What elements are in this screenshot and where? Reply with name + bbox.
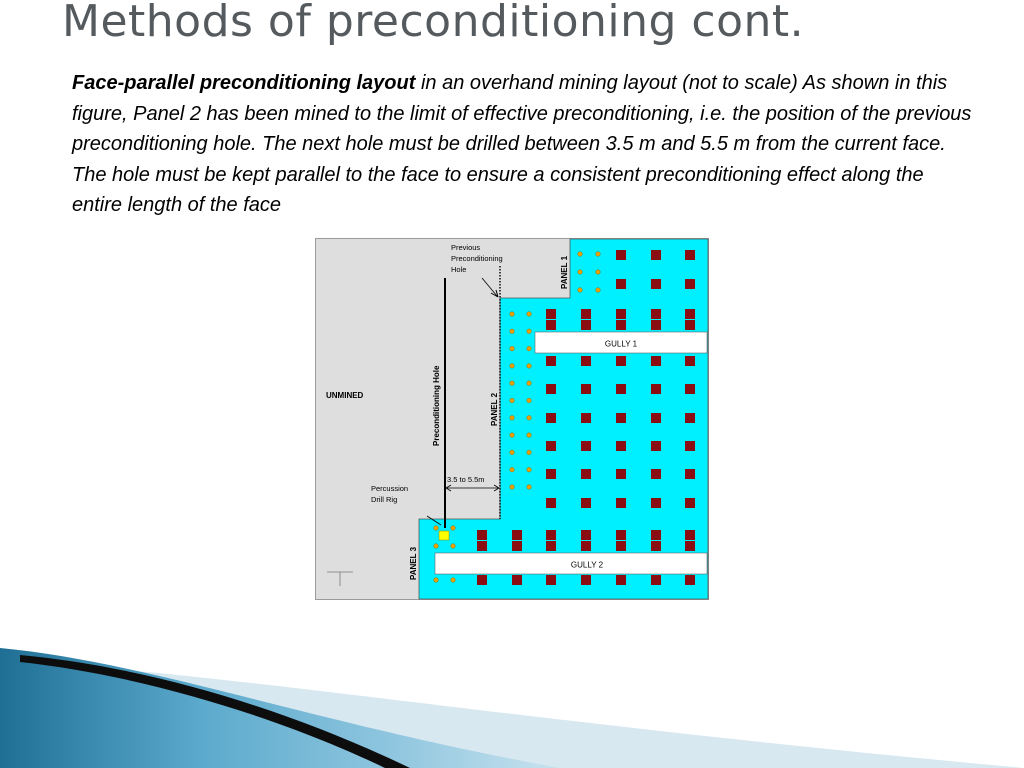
pillar <box>581 469 591 479</box>
pillar <box>616 279 626 289</box>
preconditioning-hole-marker <box>510 364 515 369</box>
preconditioning-hole-marker <box>434 526 439 531</box>
pillar <box>512 530 522 540</box>
previous-hole-label-line-2: Preconditioning <box>451 254 503 263</box>
preconditioning-hole-marker <box>578 270 583 275</box>
pillar <box>546 356 556 366</box>
decorative-swoosh <box>0 640 1024 768</box>
preconditioning-hole-marker <box>510 433 515 438</box>
preconditioning-hole-marker <box>510 416 515 421</box>
body-lead: Face-parallel preconditioning layout <box>72 72 416 94</box>
pillar <box>651 250 661 260</box>
pillar <box>616 575 626 585</box>
pillar <box>685 320 695 330</box>
preconditioning-hole-marker <box>510 381 515 386</box>
preconditioning-hole-marker <box>578 288 583 293</box>
preconditioning-hole-marker <box>510 485 515 490</box>
pillar <box>581 320 591 330</box>
preconditioning-hole-marker <box>527 433 532 438</box>
panel-3-label: PANEL 3 <box>409 546 418 580</box>
pillar <box>477 575 487 585</box>
pillar <box>546 441 556 451</box>
pillar <box>546 320 556 330</box>
pillar <box>616 498 626 508</box>
unmined-label: UNMINED <box>326 391 364 400</box>
pillar <box>685 541 695 551</box>
pillar <box>616 250 626 260</box>
pillar <box>616 441 626 451</box>
pillar <box>581 384 591 394</box>
pillar <box>651 413 661 423</box>
gully-1-label: GULLY 1 <box>604 339 638 349</box>
pillar <box>685 356 695 366</box>
pillar <box>616 384 626 394</box>
pillar <box>616 413 626 423</box>
pillar <box>651 441 661 451</box>
pillar <box>616 320 626 330</box>
pillar <box>651 530 661 540</box>
preconditioning-hole-marker <box>527 450 532 455</box>
pillar <box>616 530 626 540</box>
pillar <box>581 441 591 451</box>
pillar <box>685 530 695 540</box>
preconditioning-hole-marker <box>527 467 532 472</box>
pillar <box>581 575 591 585</box>
pillar <box>616 309 626 319</box>
preconditioning-hole-marker <box>510 450 515 455</box>
preconditioning-hole-marker <box>527 398 532 403</box>
pillar <box>685 469 695 479</box>
pillar <box>685 309 695 319</box>
distance-label: 3.5 to 5.5m <box>447 475 485 484</box>
preconditioning-hole-marker <box>527 381 532 386</box>
preconditioning-hole-marker <box>510 329 515 334</box>
body-text <box>72 68 972 221</box>
preconditioning-hole-marker <box>527 485 532 490</box>
preconditioning-hole-marker <box>510 312 515 317</box>
pillar <box>685 498 695 508</box>
preconditioning-hole-marker <box>434 544 439 549</box>
panel-1-label: PANEL 1 <box>560 255 569 289</box>
pillar <box>651 498 661 508</box>
preconditioning-hole-marker <box>434 578 439 583</box>
pillar <box>651 541 661 551</box>
pillar <box>546 384 556 394</box>
panel-2-label: PANEL 2 <box>490 392 499 426</box>
pillar <box>546 530 556 540</box>
pillar <box>546 575 556 585</box>
pillar <box>581 309 591 319</box>
preconditioning-hole-label: Preconditioning Hole <box>432 365 441 446</box>
previous-hole-label-line-1: Previous <box>451 243 481 252</box>
pillar <box>651 279 661 289</box>
pillar <box>581 498 591 508</box>
pillar <box>512 541 522 551</box>
previous-hole-label-line-3: Hole <box>451 265 467 274</box>
body-description: in an overhand mining layout (not to scale) As shown in this figure, Panel 2 has been mined to the limit of effective preconditioning, i.e. the position of the previous preconditioning hole. The next hole must be drilled between 3.5 m and 5.5 m from the current face. The hole must be kept parallel to the face to ensure a consistent preconditioning effect along the entire length of the face <box>72 72 972 216</box>
preconditioning-hole-marker <box>451 544 456 549</box>
slide-title: Methods of preconditioning cont. <box>62 0 805 47</box>
gully-2-label: GULLY 2 <box>570 560 604 570</box>
pillar <box>651 575 661 585</box>
pillar <box>546 469 556 479</box>
preconditioning-hole-marker <box>527 312 532 317</box>
drill-rig <box>439 531 449 540</box>
pillar <box>685 384 695 394</box>
pillar <box>546 413 556 423</box>
pillar <box>512 575 522 585</box>
pillar <box>651 469 661 479</box>
pillar <box>685 250 695 260</box>
pillar <box>581 541 591 551</box>
preconditioning-hole-marker <box>596 252 601 257</box>
preconditioning-hole-marker <box>578 252 583 257</box>
pillar <box>651 320 661 330</box>
preconditioning-hole-marker <box>596 288 601 293</box>
pillar <box>651 309 661 319</box>
preconditioning-hole-marker <box>510 398 515 403</box>
pillar <box>581 356 591 366</box>
preconditioning-hole-marker <box>527 329 532 334</box>
drill-rig-label-line-1: Percussion <box>371 484 409 493</box>
pillar <box>651 356 661 366</box>
preconditioning-hole-marker <box>527 346 532 351</box>
pillar <box>616 356 626 366</box>
preconditioning-hole-marker <box>451 526 456 531</box>
pillar <box>546 309 556 319</box>
pillar <box>685 575 695 585</box>
pillar <box>616 541 626 551</box>
pillar <box>477 541 487 551</box>
pillar <box>616 469 626 479</box>
pillar <box>685 441 695 451</box>
pillar <box>685 279 695 289</box>
pillar <box>685 413 695 423</box>
preconditioning-hole-marker <box>596 270 601 275</box>
preconditioning-hole-marker <box>527 416 532 421</box>
preconditioning-diagram <box>315 238 709 600</box>
pillar <box>546 541 556 551</box>
preconditioning-hole-marker <box>527 364 532 369</box>
preconditioning-hole-marker <box>510 346 515 351</box>
preconditioning-hole-marker <box>451 578 456 583</box>
pillar <box>651 384 661 394</box>
pillar <box>581 530 591 540</box>
pillar <box>581 413 591 423</box>
preconditioning-hole-marker <box>510 467 515 472</box>
drill-rig-label-line-2: Drill Rig <box>371 495 398 504</box>
pillar <box>546 498 556 508</box>
pillar <box>477 530 487 540</box>
